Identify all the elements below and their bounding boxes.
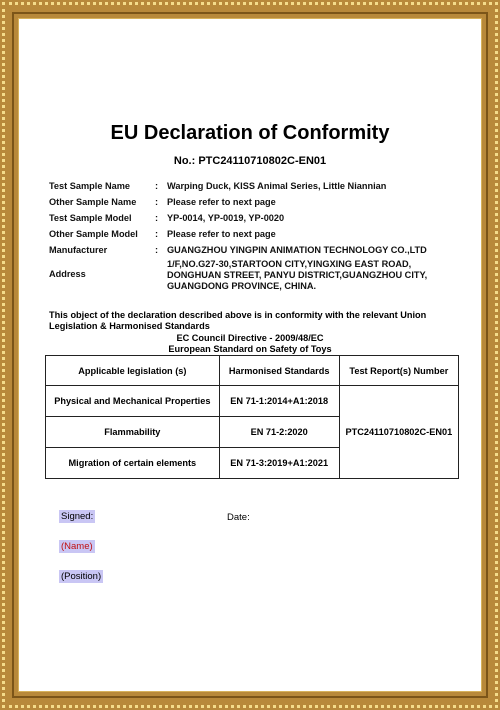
info-label: Other Sample Name bbox=[49, 197, 137, 207]
table-header: Applicable legislation (s) bbox=[46, 356, 220, 386]
date-label: Date: bbox=[227, 512, 250, 523]
table-header: Harmonised Standards bbox=[219, 356, 339, 386]
name-text: (Name) bbox=[61, 541, 93, 552]
info-label: Test Sample Name bbox=[49, 181, 131, 191]
info-colon: : bbox=[155, 197, 159, 207]
standards-table bbox=[45, 355, 459, 479]
table-cell-standard: EN 71-2:2020 bbox=[219, 417, 339, 448]
table-cell-standard: EN 71-3:2019+A1:2021 bbox=[219, 448, 339, 479]
info-colon: : bbox=[155, 245, 159, 255]
info-label: Other Sample Model bbox=[49, 229, 138, 239]
directive-line-2: European Standard on Safety of Toys bbox=[168, 344, 332, 354]
info-value: GUANGZHOU YINGPIN ANIMATION TECHNOLOGY CO.,LTD bbox=[167, 245, 427, 255]
info-label: Test Sample Model bbox=[49, 213, 132, 223]
signed-text: Signed: bbox=[61, 511, 94, 522]
signed-label bbox=[59, 511, 95, 522]
info-colon: : bbox=[155, 213, 159, 223]
info-colon: : bbox=[155, 181, 159, 191]
info-label: Manufacturer bbox=[49, 245, 108, 255]
info-colon: : bbox=[155, 229, 159, 239]
document-title: EU Declaration of Conformity bbox=[110, 122, 390, 144]
table-header: Test Report(s) Number bbox=[339, 356, 458, 386]
position-text: (Position) bbox=[61, 571, 102, 582]
table-cell-legislation: Flammability bbox=[46, 417, 220, 448]
info-value: YP-0014, YP-0019, YP-0020 bbox=[167, 213, 285, 223]
info-label: Address bbox=[49, 269, 86, 279]
table-header-row bbox=[46, 356, 459, 386]
table-cell-standard: EN 71-1:2014+A1:2018 bbox=[219, 386, 339, 417]
position-label bbox=[59, 571, 103, 582]
document-number: No.: PTC24110710802C-EN01 bbox=[173, 155, 327, 167]
name-label bbox=[59, 541, 95, 552]
info-value: Please refer to next page bbox=[167, 197, 276, 207]
directive-line-1: EC Council Directive - 2009/48/EC bbox=[176, 333, 324, 343]
info-value: 1/F,NO.G27-30,STARTOON CITY,YINGXING EAST ROAD, DONGHUAN STREET, PANYU DISTRICT,GUANGZHOU CITY, GUANGDONG PROVINCE, CHINA. bbox=[167, 259, 428, 291]
info-value: Warping Duck, KISS Animal Series, Little Niannian bbox=[167, 181, 387, 191]
table-cell-legislation: Physical and Mechanical Properties bbox=[46, 386, 220, 417]
table-cell-legislation: Migration of certain elements bbox=[46, 448, 220, 479]
table-row bbox=[46, 386, 459, 417]
info-value: Please refer to next page bbox=[167, 229, 276, 239]
conformity-statement: This object of the declaration described above is in conformity with the relevant Union Legislation & Harmonised Standards bbox=[49, 310, 427, 331]
table-cell-report-number: PTC24110710802C-EN01 bbox=[339, 386, 458, 479]
